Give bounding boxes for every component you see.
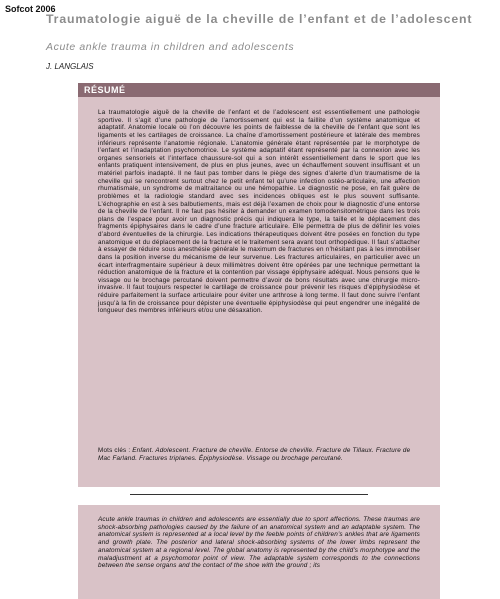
abstract-body: Acute ankle traumas in children and adolescents are essentially due to sport affections. These traumas are shock-absorbing pathologies caused by the failure of an anatomical system and an adaptable system. The anatomical system is represented at a local level by the feeble points of children’s ankles that are ligaments and growth plate. The posterior and lateral shock-absorbing systems of the lower limbs represent the anatomical system at a regional level. The global anatomy is represented by the child’s morphotype and the maladjustment at a psychomotor point of view. The adaptable system corresponds to the connections between the sense organs and the contact of the shoe with the ground ; its <box>98 516 420 570</box>
section-divider <box>130 494 368 495</box>
abstract-section <box>78 505 440 599</box>
resume-body: La traumatologie aiguë de la cheville de l’enfant et de l’adolescent est essentiellement une pathologie sportive. Il s’agit d’une pathologie de l’amortissement qui est la faillite d’un système anatomique et adaptatif. Anatomie locale où l’on découvre les points de faiblesse de la cheville de l’enfant que sont les ligaments et les cartilages de croissance. La chaîne d’amortissement postérieure et latérale des membres inférieurs représente l’anatomie régionale. L’anatomie générale étant représentée par le morphotype de l’enfant et l’inadaptation psychomotrice. Le système adaptatif étant représenté par la connexion avec les organes sensoriels et l’interface chaussure-sol qui a son intérêt essentiellement dans le sport que les enfants pratiquent intensivement, de plus en plus jeunes, avec un échauffement souvent insuffisant et un matériel parfois inadapté. Il ne faut pas tomber dans le piège des signes d’alerte d’un traumatisme de la cheville qui se rencontrent surtout chez le petit enfant tel qu’une infection ostéo-articulaire, une affection rhumatismale, un syndrome de maltraitance ou une hémopathie. Le diagnostic ne pose, en fait guère de problèmes et la radiologie standard avec ses incidences obliques est le plus souvent suffisante. L’échographie en est à ses balbutiements, mais est déjà l’examen de choix pour le diagnostic d’une entorse de la cheville de l’enfant. Il ne faut pas hésiter à demander un examen tomodensitométrique dans les trois plans de l’espace pour avoir un diagnostic précis qui indiquera le type, la taille et le déplacement des fragments épiphysaires dans le cadre d’une fracture articulaire. Elle permettra de plus de définir les voies d’abord éventuelles de la chirurgie. Les indications thérapeutiques doivent être posées en fonction du type anatomique et du déplacement de la fracture et le traitement sera avant tout orthopédique. Il faut s’attacher à essayer de réduire sous anesthésie générale le maximum de fractures en n’hésitant pas à les immobiliser dans la position inverse du mécanisme de leur survenue. Les fractures articulaires, en particulier avec un écart interfragmentaire supérieur à deux millimètres doivent être opérées par une technique permettant la réduction anatomique de la fracture et la contention par vissage épiphysaire adéquat. Nous pensons que le vissage ou le brochage percutané doivent permettre d’avoir de bons résultats avec une chirurgie micro-invasive. Il faut toujours respecter le cartilage de croissance pour prévenir les risques d’épiphysiodèse et réduire parfaitement la surface articulaire pour éviter une arthrose à long terme. Il faut donc suivre l’enfant jusqu’à la fin de croissance pour dépister une éventuelle épiphysiodèse qui peut engendrer une inégalité de longueur des membres inférieurs et/ou une désaxation. <box>98 109 420 315</box>
article-subtitle: Acute ankle trauma in children and adolescents <box>46 41 295 53</box>
keywords-list: Enfant. Adolescent. Fracture de cheville. Entorse de cheville. Fracture de Tillaux. Fracture de Mac Farland. Fractures triplanes. Épiphysiodèse. Vissage ou brochage percutané. <box>98 447 411 462</box>
resume-heading: RÉSUMÉ <box>78 83 440 97</box>
article-title: Traumatologie aiguë de la cheville de l’enfant et de l’adolescent <box>46 12 473 26</box>
publication-tag: Sofcot 2006 <box>5 4 56 14</box>
keywords-label: Mots clés : <box>98 447 131 454</box>
keywords <box>98 447 420 463</box>
author-name: J. LANGLAIS <box>46 62 94 71</box>
resume-section <box>78 83 440 487</box>
